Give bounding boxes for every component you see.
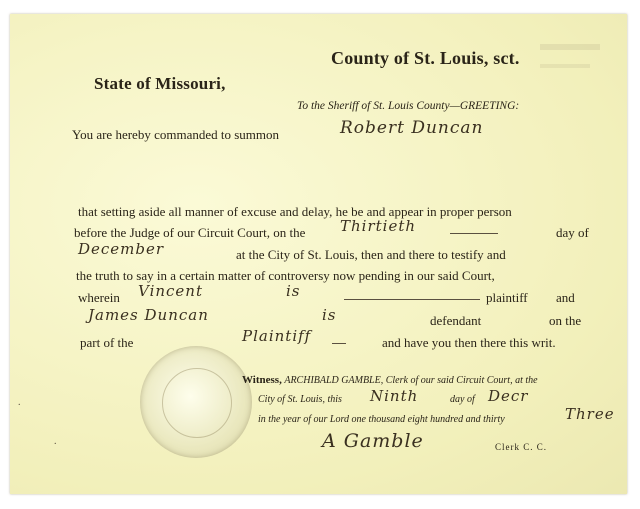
greeting-line: To the Sheriff of St. Louis County—GREETING:: [297, 100, 520, 112]
witness-label: Witness,: [242, 374, 282, 386]
handwritten-month: December: [78, 240, 165, 258]
witness-line: [242, 374, 538, 386]
witness-city-line: [258, 394, 342, 405]
body-line-6-before: wherein: [78, 290, 120, 305]
handwritten-year: Three: [565, 405, 615, 423]
bleed-through-mark: [540, 64, 590, 76]
witness-day-of: day of: [450, 394, 475, 405]
witness-year-text: in the year of our Lord one thousand eight hundred and thirty: [258, 414, 505, 425]
clerk-signature: A Gamble: [322, 430, 424, 452]
body-line-3-before: before the Judge of our Circuit Court, on the: [74, 225, 306, 240]
handwritten-witness-day: Ninth: [370, 387, 419, 405]
state-heading: State of Missouri,: [94, 74, 226, 93]
seal-inner-ring: [162, 368, 232, 438]
and-word: and: [556, 290, 575, 305]
county-heading: County of St. Louis, sct.: [331, 48, 520, 68]
body-line-5: the truth to say in a certain matter of controversy now pending in our said Court,: [76, 268, 495, 283]
defendant-label: defendant: [430, 313, 482, 328]
embossed-court-seal: [140, 346, 252, 458]
handwritten-witness-name: Robert Duncan: [340, 118, 484, 138]
rule-line: [344, 299, 480, 300]
handwritten-is-2: is: [322, 306, 337, 324]
margin-mark: .: [54, 436, 57, 447]
handwritten-party: Plaintiff: [242, 327, 312, 345]
document-page: [10, 14, 627, 494]
handwritten-defendant-name: James Duncan: [88, 306, 209, 324]
clerk-title: Clerk C. C.: [495, 442, 548, 452]
body-line-3-after: day of: [556, 225, 589, 240]
handwritten-plaintiff-name: Vincent: [138, 282, 203, 300]
body-line-8-before: part of the: [80, 335, 134, 350]
rule-line: [450, 233, 498, 234]
body-line-4-after: at the City of St. Louis, then and there to testify and: [236, 247, 506, 262]
body-line-2: that setting aside all manner of excuse and delay, he be and appear in proper person: [78, 204, 512, 219]
plaintiff-label: plaintiff: [486, 290, 528, 305]
margin-mark: .: [18, 397, 21, 408]
witness-text: ARCHIBALD GAMBLE, Clerk of our said Circuit Court, at the: [284, 375, 538, 386]
summon-line: You are hereby commanded to summon: [72, 127, 280, 142]
on-the-text: on the: [549, 313, 582, 328]
handwritten-is: is: [286, 282, 301, 300]
handwritten-witness-month: Decr: [488, 387, 529, 405]
rule-line: [332, 343, 346, 344]
handwritten-day-ordinal: Thirtieth: [340, 217, 417, 235]
body-line-8-after: and have you then there this writ.: [382, 335, 556, 350]
bleed-through-mark: [540, 44, 600, 60]
witness-city-text: City of St. Louis, this: [258, 394, 342, 405]
